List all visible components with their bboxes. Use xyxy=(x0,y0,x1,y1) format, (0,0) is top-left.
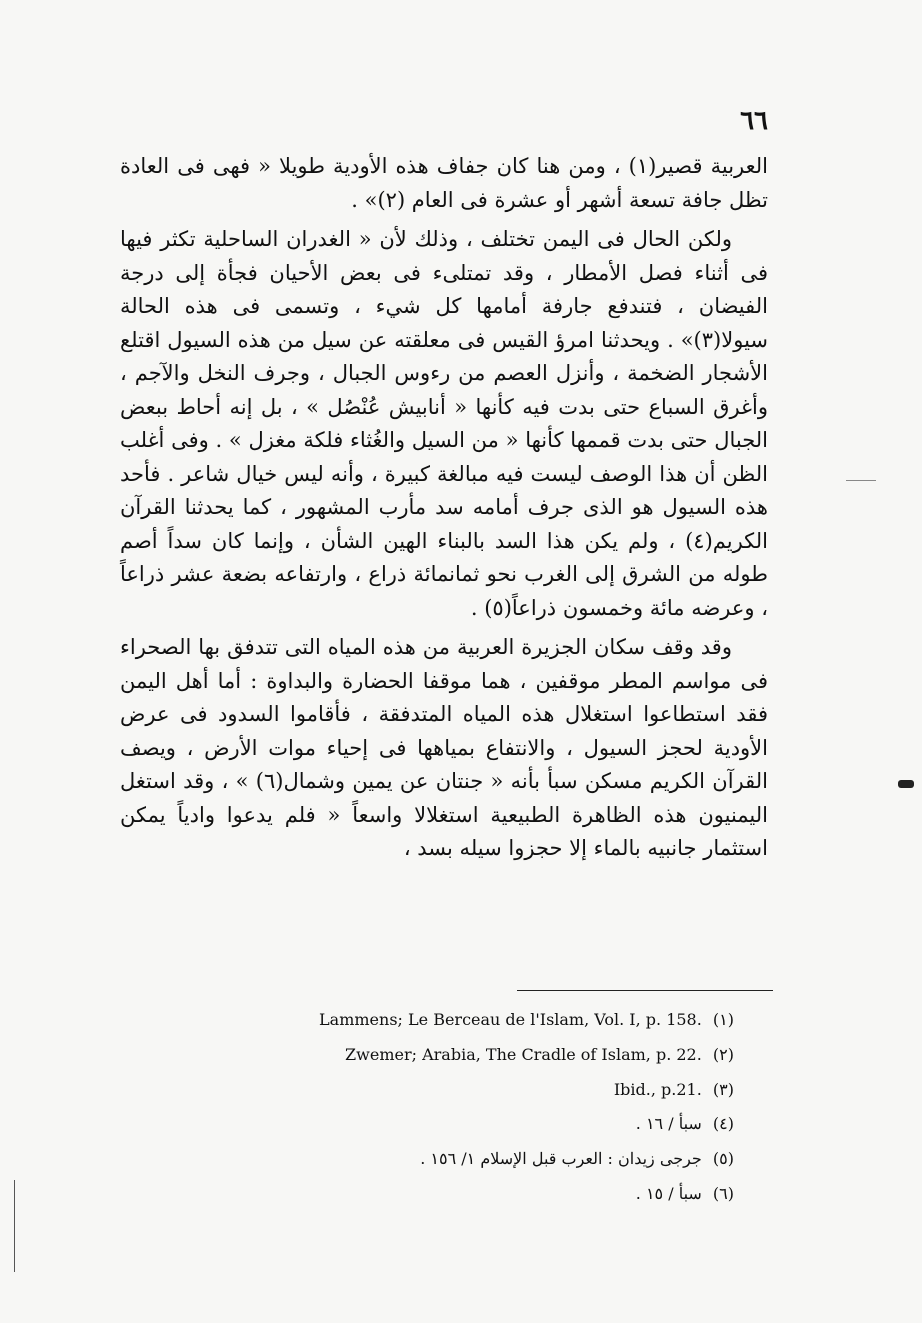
margin-scan-line xyxy=(14,1180,15,1272)
footnote-5 xyxy=(260,1142,734,1177)
paragraph-3: وقد وقف سكان الجزيرة العربية من هذه المياه التى تتدفق بها الصحراء فى مواسم المطر موقفين ، هما موقفا الحضارة والبداوة : أما أهل اليمن فقد استطاعوا استغلال هذه المياه المتدفقة ، فأقاموا السدود فى عرض الأودية لحجز السيول ، والانتفاع بمياهها فى إحياء موات الأرض ، ويصف القرآن الكريم مسكن سبأ بأنه « جنتان عن يمين وشمال(٦) » ، وقد استغل اليمنيون هذه الظاهرة الطبيعية استغلالا واسعاً « فلم يدعوا وادياً يمكن استثمار جانبيه بالماء إلا حجزوا سيله بسد ، xyxy=(120,635,769,860)
footnote-5-text: جرجى زيدان : العرب قبل الإسلام ١/ ١٥٦ . xyxy=(420,1149,702,1169)
footnote-5-number: (٥) xyxy=(712,1149,734,1169)
footnote-1-text: Lammens; Le Berceau de l'Islam, Vol. I, p. 158. xyxy=(319,1010,702,1029)
footnote-3 xyxy=(260,1073,734,1108)
footnote-6-number: (٦) xyxy=(712,1183,734,1203)
page-number: ٦٦ xyxy=(740,106,768,136)
main-text xyxy=(120,150,768,866)
footnotes xyxy=(260,1003,734,1212)
margin-ink-mark xyxy=(898,780,914,788)
footnote-3-text: Ibid., p.21. xyxy=(613,1079,702,1099)
paragraph-1: العربية قصير(١) ، ومن هنا كان جفاف هذه الأودية طويلا « فهى فى العادة تظل جافة تسعة أشهر أو عشرة فى العام (٢)» . xyxy=(120,154,768,212)
footnote-4 xyxy=(260,1107,734,1142)
paragraph-2: ولكن الحال فى اليمن تختلف ، وذلك لأن « الغدران الساحلية تكثر فيها فى أثناء فصل الأمطار ، وقد تمتلىء فى بعض الأحيان فجأة إلى درجة الفيضان ، فتندفع جارفة أمامها كل شيء ، وتسمى فى هذه الحالة سيولا(٣)» . ويحدثنا امرؤ القيس فى معلقته عن سيل من هذه السيول اقتلع الأشجار الضخمة ، وأنزل العصم من رءوس الجبال ، وجرف النخل والآجم ، وأغرق السباع حتى بدت فيه كأنها « أنابيش عُنْصُل » ، بل إنه أحاط ببعض الجبال حتى بدت قممها كأنها « من السيل والغُثاء فلكة مغزل » . وفى أغلب الظن أن هذا الوصف ليست فيه مبالغة كبيرة ، وأنه ليس خيال شاعر . فأحد هذه السيول هو الذى جرف أمامه سد مأرب المشهور ، كما يحدثنا القرآن الكريم(٤) ، ولم يكن هذا السد بالبناء الهين الشأن ، وإنما كان سداً أصم طوله من الشرق إلى الغرب نحو ثمانمائة ذراع ، وارتفاعه بضعة عشر ذراعاً ، وعرضه مائة وخمسون ذراعاً(٥) . xyxy=(120,227,768,620)
footnote-2-text: Zwemer; Arabia, The Cradle of Islam, p. 22. xyxy=(345,1044,702,1064)
footnote-6 xyxy=(260,1177,734,1212)
footnote-6-text: سبأ / ١٥ . xyxy=(635,1183,702,1203)
footnote-4-number: (٤) xyxy=(712,1114,734,1134)
footnote-1 xyxy=(260,1003,734,1038)
footnote-separator xyxy=(517,990,773,991)
footnote-2-number: (٢) xyxy=(712,1044,734,1064)
footnote-2 xyxy=(260,1038,734,1073)
margin-pencil-dash xyxy=(846,480,876,481)
footnote-1-number: (١) xyxy=(712,1010,734,1029)
footnote-3-number: (٣) xyxy=(712,1079,734,1099)
footnote-4-text: سبأ / ١٦ . xyxy=(635,1114,702,1134)
